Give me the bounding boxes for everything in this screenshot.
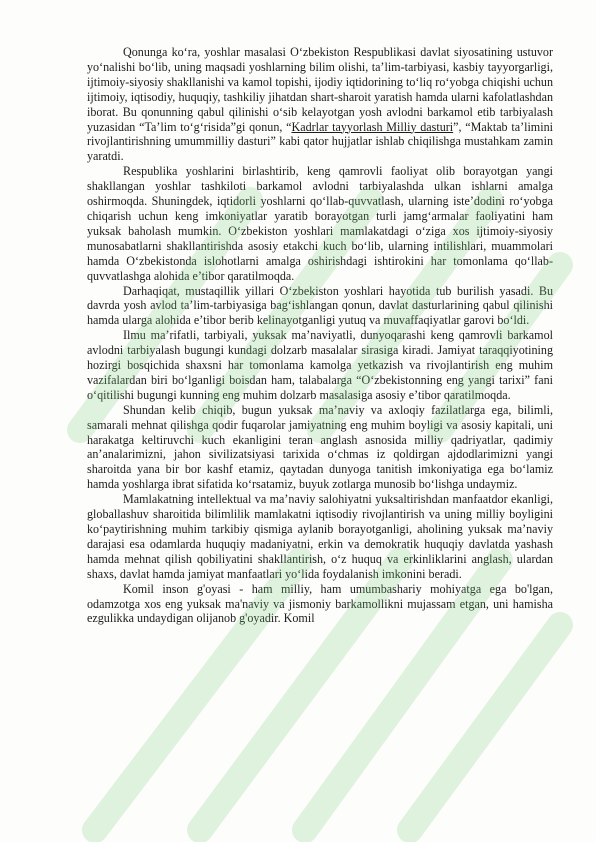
paragraph-3: Darhaqiqat, mustaqillik yillari O‘zbekiston yoshlari hayotida tub burilish yasadi. Bu davrda yosh avlod ta’lim-tarbiyasiga bag‘ishlangan qonun, davlat dasturlarining qabul qilinishi hamda ularga alohida e’tibor berib kelinayotganligi yutuq va muvaffaqiyatlar garovi bo‘ldi.: [87, 283, 553, 328]
paragraph-7: Komil inson g'oyasi - ham milliy, ham umumbashariy mohiyatga ega bo'lgan, odamzotga xos eng yuksak ma'naviy va jismoniy barkamollikni mujassam etgan, uni hamisha ezgulikka undaydigan olijanob g'oyadir. Komil: [87, 581, 553, 626]
document-body: [87, 45, 553, 626]
paragraph-4: Ilmu ma’rifatli, tarbiyali, yuksak ma’naviyatli, dunyoqarashi keng qamrovli barkamol avlodni tarbiyalash bugungi kundagi dolzarb masalalar sirasiga kiradi. Jamiyat taraqqiyotining hozirgi bosqichida shaxsni har tomonlama kamolga yetkazish va rivojlantirish eng muhim vazifalardan biri bo‘lganligi boisdan ham, talabalarga “O‘zbekistonning eng yangi tarixi” fani o‘qitilishi bugungi kunning eng muhim dolzarb masalasiga asosiy e’tibor qaratilmoqda.: [87, 328, 553, 402]
paragraph-5: Shundan kelib chiqib, bugun yuksak ma’naviy va axloqiy fazilatlarga ega, bilimli, samarali mehnat qilishga qodir fuqarolar jamiyatning eng muhim boyligi va asosiy kapitali, uni harakatga keltiruvchi kuch ekanligini teran anglash asnosida milliy qadriyatlar, qadimiy an’analarimizni, jahon sivilizatsiyasi tarixida o‘chmas iz qoldirgan ajdodlarimizni yangi sharoitda yana bir bor kashf etamiz, qaytadan dunyoga tanitish imkoniyatiga ega bo‘lamiz hamda yoshlarga ibrat sifatida ko‘rsatamiz, buyuk zotlarga munosib bo‘lishga undaymiz.: [87, 402, 553, 492]
kadrlar-dasturi-link[interactable]: Kadrlar tayyorlash Milliy dasturi: [291, 119, 454, 134]
paragraph-1: [87, 45, 553, 164]
paragraph-1-text-a: Qonunga ko‘ra, yoshlar masalasi O‘zbekiston Respublikasi davlat siyosatining ustuvor yo‘nalishi bo‘lib, uning maqsadi yoshlarning bilim olishi, ta’lim-tarbiyasi, kasbiy tayyorgarligi, ijtimoiy-siyosiy shakllanishi va kamol topishi, ijodiy iqtidorining to‘liq ro‘yobga chiqishi uchun ijtimoiy, iqtisodiy, huquqiy, tashkiliy jihatdan shart-sharoit yaratish hamda ularni kafolatlashdan iborat. Bu qonunning qabul qilinishi o‘sib kelayotgan yosh avlodni barkamol etib tarbiyalash yuzasidan “Ta’lim to‘g‘risida”gi qonun, “: [87, 45, 553, 134]
paragraph-2: Respublika yoshlarini birlashtirib, keng qamrovli faoliyat olib borayotgan yangi shakllangan yoshlar tashkiloti barkamol avlodni tarbiyalashda ulkan ishlarni amalga oshirmoqda. Shuningdek, iqtidorli yoshlarni qo‘llab-quvvatlash, ularning iste’dodini ro‘yobga chiqarish uchun keng imkoniyatlar yaratib borayotgan turli jamg‘armalar faoliyatini ham yuksak baholash mumkin. O‘zbekiston yoshlari mamlakatdagi o‘ziga xos ijtimoiy-siyosiy munosabatlarni shakllantirishda asosiy etakchi kuch bo‘lib, ularning intilishlari, muammolari hamda O‘zbekistonda islohotlarni amalga oshirishdagi ishtirokini har tomonlama qo‘llab-quvvatlashga alohida e’tibor qaratilmoqda.: [87, 164, 553, 283]
paragraph-1-text-b: ”, “Maktab ta’limini rivojlantirishning umummilliy dasturi” kabi qator hujjatlar ishlab chiqilishga mustahkam zamin yaratdi.: [87, 119, 553, 164]
paragraph-6: Mamlakatning intellektual va ma’naviy salohiyatni yuksaltirishdan manfaatdor ekanligi, globallashuv sharoitida bilimlilik mamlakatni iqtisodiy rivojlantirish va uning milliy boyligini ko‘paytirishning muhim tarkibiy qismiga aylanib borayotganligi, aholining yuksak ma’naviy darajasi esa odamlarda huquqiy madaniyatni, erkin va demokratik huquqiy davlatda yashash hamda mehnat qilish qobiliyatini shakllantirish, o‘z huquq va erkinliklarini anglash, ulardan shaxs, davlat hamda jamiyat manfaatlari yo‘lida foydalanish imkonini beradi.: [87, 492, 553, 581]
